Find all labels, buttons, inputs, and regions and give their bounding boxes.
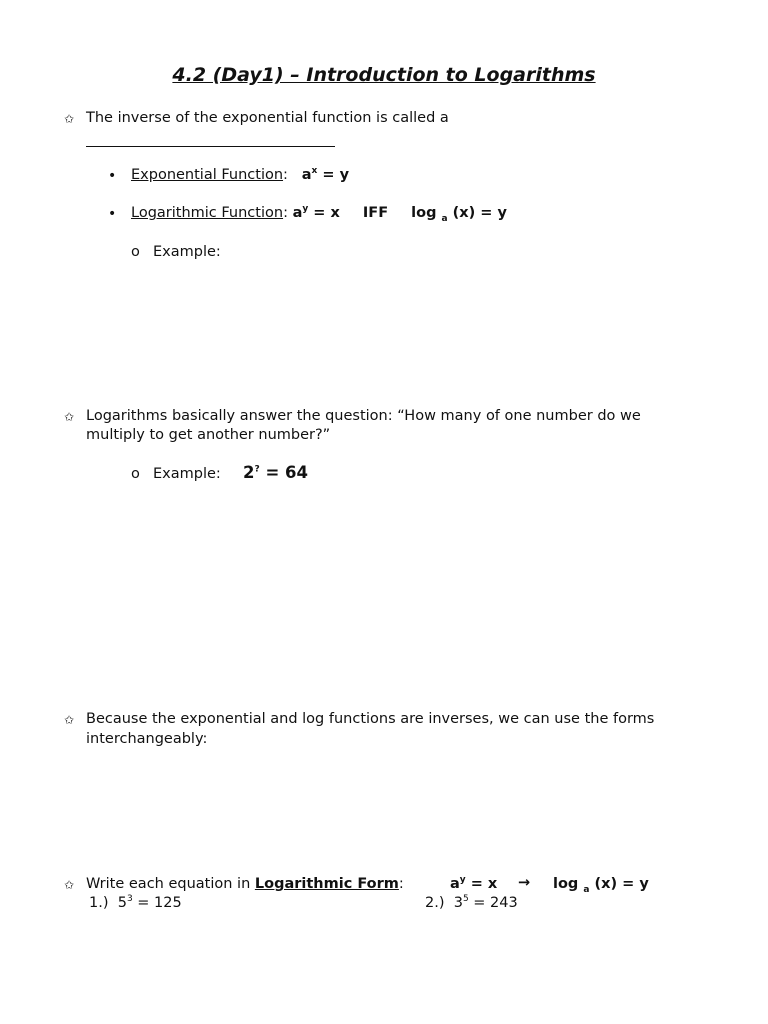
interchange-text-line1: Because the exponential and log functions are inverses, we can use the forms bbox=[86, 711, 655, 727]
logarithmic-formula: $a^y = x$ bbox=[292, 204, 340, 221]
question-text-line2: multiply to get another number?” bbox=[86, 427, 331, 443]
example-formula: 2? = 64 bbox=[243, 463, 308, 482]
interchange-text-line2: interchangeably: bbox=[86, 731, 208, 747]
logarithmic-function-row: Logarithmic Function: $a^y = x$ IFF log $_a$ (x) = y bbox=[131, 204, 507, 224]
exercise-formula-log: log $_a$ (x) = y bbox=[553, 876, 649, 895]
exercise-instruction: Write each equation in Logarithmic Form: bbox=[86, 876, 404, 892]
logarithmic-function-label: Logarithmic Function bbox=[131, 205, 284, 221]
logarithmic-form-label: Logarithmic Form bbox=[254, 876, 399, 892]
hollow-bullet-icon: o bbox=[131, 244, 140, 260]
question-2: 2.) $3^5 = 243$ bbox=[425, 894, 518, 911]
example-label: Example: bbox=[153, 466, 221, 482]
page-title: 4.2 (Day1) – Introduction to Logarithms bbox=[172, 64, 596, 86]
exponential-formula: $a^x = y$ bbox=[301, 166, 350, 183]
filled-bullet-icon: • bbox=[108, 168, 117, 184]
star-bullet-icon: ✩ bbox=[64, 112, 75, 126]
question-1: 1.) $5^3 = 125$ bbox=[89, 894, 182, 911]
star-bullet-icon: ✩ bbox=[64, 878, 75, 892]
hollow-bullet-icon: o bbox=[131, 466, 140, 482]
exponential-function-label: Exponential Function bbox=[131, 167, 284, 183]
example-label: Example: bbox=[153, 244, 221, 260]
answer-blank-line bbox=[86, 146, 335, 147]
star-bullet-icon: ✩ bbox=[64, 713, 75, 727]
star-bullet-icon: ✩ bbox=[64, 410, 75, 424]
log-formula: log $_a$ (x) = y bbox=[411, 205, 507, 224]
right-arrow-icon: → bbox=[518, 875, 531, 891]
iff-text: IFF bbox=[362, 205, 389, 221]
filled-bullet-icon: • bbox=[108, 206, 117, 222]
exercise-formula-exp: $a^y = x$ bbox=[450, 875, 498, 892]
exponential-function-row: Exponential Function: $a^x = y$ bbox=[131, 166, 350, 183]
inverse-question-text: The inverse of the exponential function is called a bbox=[86, 110, 449, 126]
question-text-line1: Logarithms basically answer the question: “How many of one number do we bbox=[86, 408, 641, 424]
